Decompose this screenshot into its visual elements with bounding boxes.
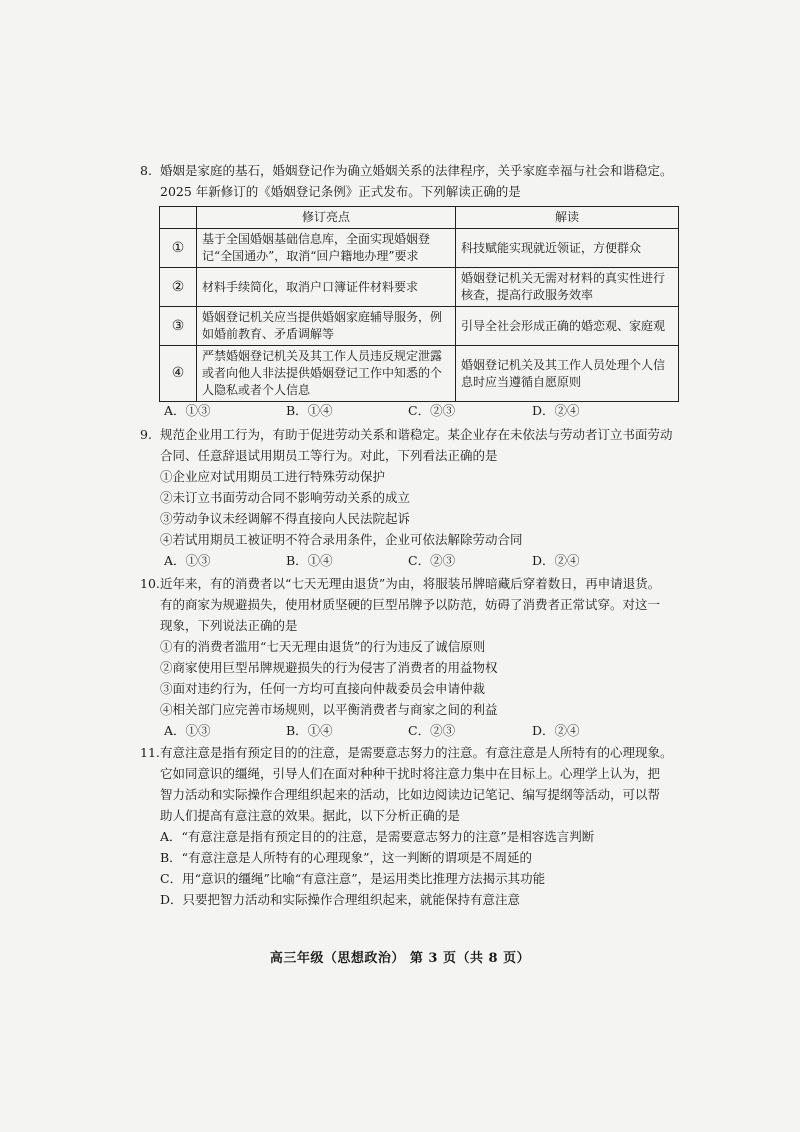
- statement-item: ①企业应对试用期员工进行特殊劳动保护: [160, 469, 386, 484]
- statement-item: ④相关部门应完善市场规则，以平衡消费者与商家之间的利益: [160, 702, 498, 717]
- answer-options: [164, 720, 682, 741]
- table-row: [160, 229, 679, 268]
- option-c: C．②③: [408, 553, 456, 568]
- revision-reading: 引导全社会形成正确的婚恋观、家庭观: [456, 307, 679, 346]
- row-index: ①: [160, 229, 197, 268]
- question-stem: 它如同意识的缰绳，引导人们在面对种种干扰时将注意力集中在目标上。心理学上认为，把: [160, 766, 661, 781]
- answer-options: [164, 400, 682, 421]
- question-stem: 合同、任意辞退试用期员工等行为。对此，下列看法正确的是: [160, 448, 498, 463]
- table-header: 解读: [456, 207, 679, 229]
- table-header: 修订亮点: [197, 207, 456, 229]
- option-d: D．②④: [532, 403, 580, 418]
- revision-highlight: 严禁婚姻登记机关及其工作人员违反规定泄露或者向他人非法提供婚姻登记工作中知悉的个人隐私或者个人信息: [197, 346, 456, 402]
- question-stem: 规范企业用工行为，有助于促进劳动关系和谐稳定。某企业存在未依法与劳动者订立书面劳动: [160, 427, 673, 442]
- revision-reading: 科技赋能实现就近领证，方便群众: [456, 229, 679, 268]
- option-a: A．①③: [164, 723, 211, 738]
- option-a: A．①③: [164, 403, 211, 418]
- question-9: [142, 424, 682, 571]
- question-stem: 智力活动和实际操作合理组织起来的活动，比如边阅读边记笔记、编写提纲等活动，可以帮: [160, 787, 661, 802]
- statement-item: ②商家使用巨型吊牌规避损失的行为侵害了消费者的用益物权: [160, 660, 498, 675]
- revision-reading: 婚姻登记机关无需对材料的真实性进行核查，提高行政服务效率: [456, 268, 679, 307]
- question-number: 11.: [140, 745, 160, 760]
- option-d: D．②④: [532, 723, 580, 738]
- question-stem: 现象，下列说法正确的是: [160, 618, 298, 633]
- question-stem: 近年来，有的消费者以“七天无理由退货”为由，将服装吊牌暗藏后穿着数日，再申请退货。: [160, 576, 661, 591]
- page-footer: 高三年级（思想政治） 第 3 页（共 8 页）: [269, 951, 531, 966]
- question-8: [142, 160, 682, 202]
- question-stem: 有意注意是指有预定目的的注意，是需要意志努力的注意。有意注意是人所特有的心理现象。: [160, 745, 673, 760]
- table-row: [160, 346, 679, 402]
- revision-highlight: 材料手续简化，取消户口簿证件材料要求: [197, 268, 456, 307]
- option-b: B．①④: [286, 723, 333, 738]
- option-d: D．②④: [532, 553, 580, 568]
- question-number: 9.: [140, 427, 152, 442]
- revision-table: [159, 206, 679, 402]
- question-number: 10.: [140, 576, 160, 591]
- question-11: [142, 742, 682, 910]
- row-index: ②: [160, 268, 197, 307]
- row-index: ④: [160, 346, 197, 402]
- question-stem: 有的商家为规避损失，使用材质坚硬的巨型吊牌予以防范，妨碍了消费者正常试穿。对这一: [160, 597, 661, 612]
- question-number: 8.: [140, 163, 152, 178]
- table-row: [160, 307, 679, 346]
- option-a: A．①③: [164, 553, 211, 568]
- revision-highlight: 婚姻登记机关应当提供婚姻家庭辅导服务，例如婚前教育、矛盾调解等: [197, 307, 456, 346]
- statement-item: ③面对违约行为，任何一方均可直接向仲裁委员会申请仲裁: [160, 681, 486, 696]
- question-10: [142, 573, 682, 741]
- statement-item: ①有的消费者滥用“七天无理由退货”的行为违反了诚信原则: [160, 639, 486, 654]
- statement-item: ④若试用期员工被证明不符合录用条件，企业可依法解除劳动合同: [160, 532, 523, 547]
- table-header-row: [160, 207, 679, 229]
- table-header-blank: [160, 207, 197, 229]
- revision-reading: 婚姻登记机关及其工作人员处理个人信息时应当遵循自愿原则: [456, 346, 679, 402]
- option-b: B．①④: [286, 403, 333, 418]
- choice-d: D．只要把智力活动和实际操作合理组织起来，就能保持有意注意: [160, 892, 521, 907]
- option-c: C．②③: [408, 723, 456, 738]
- question-stem: 2025 年新修订的《婚姻登记条例》正式发布。下列解读正确的是: [160, 184, 521, 199]
- question-8-options: [142, 400, 682, 421]
- choice-b: B．“有意注意是人所特有的心理现象”，这一判断的谓项是不周延的: [160, 850, 532, 865]
- choice-a: A．“有意注意是指有预定目的的注意，是需要意志努力的注意”是相容选言判断: [160, 829, 595, 844]
- question-stem: 助人们提高有意注意的效果。据此，以下分析正确的是: [160, 808, 461, 823]
- question-stem: 婚姻是家庭的基石，婚姻登记作为确立婚姻关系的法律程序，关乎家庭幸福与社会和谐稳定。: [160, 163, 673, 178]
- statement-item: ②未订立书面劳动合同不影响劳动关系的成立: [160, 490, 411, 505]
- table-row: [160, 268, 679, 307]
- option-c: C．②③: [408, 403, 456, 418]
- row-index: ③: [160, 307, 197, 346]
- revision-highlight: 基于全国婚姻基础信息库，全面实现婚姻登记“全国通办”，取消“回户籍地办理”要求: [197, 229, 456, 268]
- choice-c: C．用“意识的缰绳”比喻“有意注意”，是运用类比推理方法揭示其功能: [160, 871, 546, 886]
- answer-options: [164, 550, 682, 571]
- statement-item: ③劳动争议未经调解不得直接向人民法院起诉: [160, 511, 411, 526]
- option-b: B．①④: [286, 553, 333, 568]
